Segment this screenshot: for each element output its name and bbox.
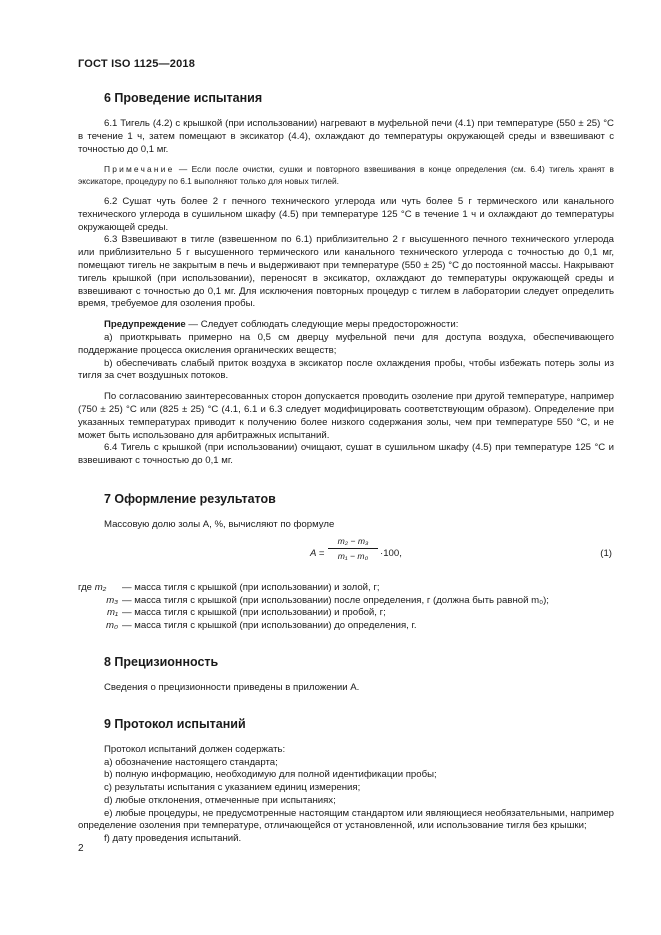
warning-item-b: b) обеспечивать слабый приток воздуха в эксикатор после охлаждения пробы, чтобы избежать потерь золы из тигля за счет воздушных потоков.	[78, 357, 614, 382]
section-8	[78, 655, 614, 695]
formula-lhs: A =	[310, 547, 325, 559]
variable-row	[78, 620, 614, 633]
variable-description: — масса тигля с крышкой (при использовании) и золой, г;	[122, 581, 380, 593]
section-6	[78, 91, 614, 468]
paragraph-6-2: 6.2 Сушат чуть более 2 г печного технического углерода или чуть более 5 г термического или канального технического углерода в сушильном шкафу (4.5) при температуре 125 °С в течение 1 ч и охлаждают до температуры окружающей среды.	[78, 195, 614, 233]
paragraph-6-1: 6.1 Тигель (4.2) с крышкой (при использовании) нагревают в муфельной печи (4.1) при температуре (550 ± 25) °С в течение 1 ч, затем помещают в эксикатор (4.4), охлаждают до температуры окружающей среды и взвешивают с точностью до 0,1 мг.	[78, 118, 614, 155]
report-intro: Протокол испытаний должен содержать:	[104, 743, 286, 755]
note-text: — Если после очистки, сушки и повторного взвешивания в конце определения (см. 6.4) тигель хранят в эксикаторе, процедуру по 6.1 выполняют только для новых тиглей.	[78, 164, 614, 187]
section-6-title: 6 Проведение испытания	[104, 91, 263, 105]
variable-symbol: m₁	[106, 607, 118, 619]
report-item: d) любые отклонения, отмеченные при испытаниях;	[104, 794, 336, 806]
section-8-title: 8 Прецизионность	[104, 654, 219, 669]
equation-number: (1)	[600, 547, 612, 559]
section-7	[78, 492, 614, 633]
formula-numerator: m₂ − m₃	[328, 536, 378, 549]
warning-text: — Следует соблюдать следующие меры предосторожности:	[185, 319, 459, 331]
variable-row	[78, 595, 614, 608]
paragraph-agreement: По согласованию заинтересованных сторон допускается проводить озоление при другой температуре, например (750 ± 25) °С или (825 ± 25) °С (4.1, 6.1 и 6.3 следует модифицировать соответствующим образом). Определение при указанных температурах приводит к получению более низкого содержания золы, чем при температуре 550 °С, и не может быть использовано для арбитражных испытаний.	[78, 391, 614, 441]
formula-intro: Массовую долю золы А, %, вычисляют по формуле	[104, 518, 335, 530]
variable-symbol: m₀	[105, 620, 118, 632]
variable-description: — масса тигля с крышкой (при использовании) и пробой, г;	[122, 607, 386, 619]
variable-description: — масса тигля с крышкой (при использовании) до определения, г.	[122, 620, 417, 632]
section-9-title: 9 Протокол испытаний	[104, 716, 246, 731]
variable-row	[78, 607, 614, 620]
where-word: где m₂	[78, 581, 107, 593]
note-label: Примечание	[104, 164, 175, 175]
variable-description: — масса тигля с крышкой (при использовании) после определения, г (должна быть равной m₀);	[122, 594, 549, 606]
variable-definitions	[78, 582, 614, 633]
formula-denominator: m₁ − m₀	[337, 550, 369, 561]
warning-label: Предупреждение	[104, 319, 186, 331]
variable-symbol: m₃	[106, 594, 118, 606]
section-7-title: 7 Оформление результатов	[104, 491, 276, 506]
precision-text: Сведения о прецизионности приведены в приложении А.	[104, 681, 360, 693]
warning-item-a: а) приоткрывать примерно на 0,5 см дверцу муфельной печи для доступа воздуха, обеспечивающего поддержание процесса окисления органических веществ;	[78, 331, 614, 356]
paragraph-6-4: 6.4 Тигель с крышкой (при использовании) очищают, сушат в сушильном шкафу (4.5) при температуре 125 °С и взвешивают с точностью до 0,1 мг.	[78, 442, 614, 467]
standard-header: ГОСТ ISO 1125—2018	[78, 58, 196, 70]
warning	[78, 319, 614, 332]
paragraph-6-3: 6.3 Взвешивают в тигле (взвешенном по 6.1) приблизительно 2 г высушенного печного технического углерода или приблизительно 5 г высушенного термического или канального технического углерода с точностью до 0,1 мг, помещают тигель не закрытым в печь и выдерживают при температуре (550 ± 25) °С до постоянной массы. Накрывают тигель крышкой (при использовании), переносят в эксикатор, охлаждают до температуры окружающей среды и взвешивают с точностью до 0,1 мг. Для исключения повторных процедур с тиглем в лаборатории следует определить время, требуемое для озоления пробы.	[78, 234, 614, 310]
formula-multiplier: ·100,	[380, 547, 402, 559]
section-9	[78, 717, 614, 846]
report-item: b) полную информацию, необходимую для полной идентификации пробы;	[104, 769, 437, 781]
variable-row	[78, 582, 614, 595]
note	[78, 164, 614, 188]
page-number: 2	[78, 843, 84, 854]
document-page	[78, 58, 614, 846]
report-item: а) обозначение настоящего стандарта;	[104, 756, 278, 768]
report-item: с) результаты испытания с указанием единиц измерения;	[104, 782, 361, 794]
report-item: f) дату проведения испытаний.	[104, 833, 242, 845]
formula-1	[78, 536, 614, 578]
report-item: е) любые процедуры, не предусмотренные настоящим стандартом или являющиеся необязательными, например определение озоления при температуре, отличающейся от установленной, или использование тигля без крышки;	[78, 807, 614, 832]
formula-fraction	[328, 536, 378, 561]
